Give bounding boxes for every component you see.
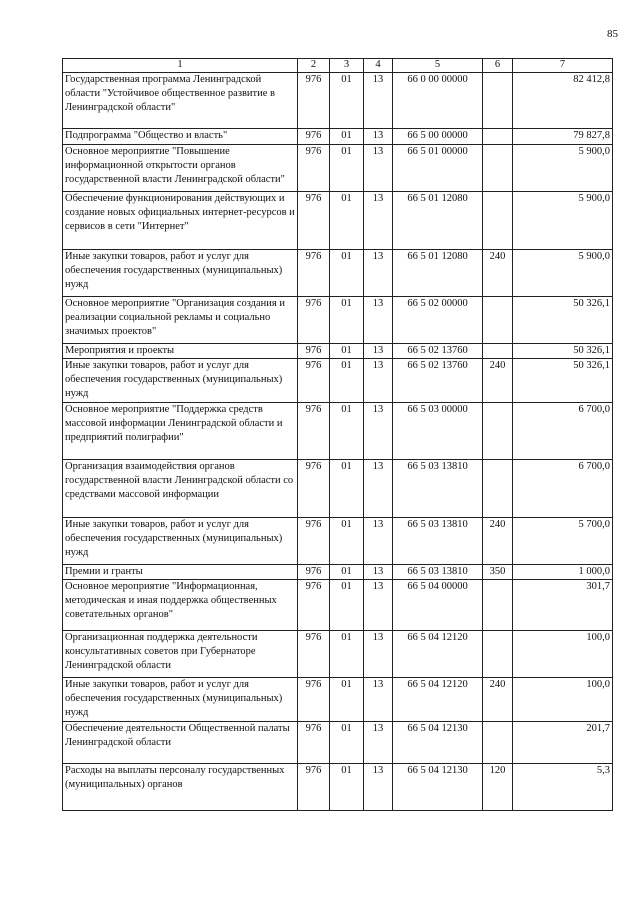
- row-expense-type: 350: [483, 565, 513, 580]
- row-target-code: 66 5 04 12130: [393, 722, 483, 764]
- row-target-code: 66 5 00 00000: [393, 129, 483, 145]
- row-expense-type: [483, 403, 513, 460]
- row-expense-type: 240: [483, 250, 513, 297]
- row-amount: 301,7: [513, 580, 613, 631]
- table-row: [63, 764, 613, 811]
- row-admin-code: 976: [298, 73, 330, 129]
- row-expense-type: [483, 460, 513, 518]
- row-amount: 5 900,0: [513, 192, 613, 250]
- row-expense-type: [483, 192, 513, 250]
- row-target-code: 66 5 02 13760: [393, 344, 483, 359]
- header-col-5: 5: [393, 59, 483, 73]
- row-admin-code: 976: [298, 129, 330, 145]
- row-name: Основное мероприятие "Информационная, методическая и иная поддержка общественных советательных органов": [63, 580, 298, 631]
- row-target-code: 66 0 00 00000: [393, 73, 483, 129]
- row-admin-code: 976: [298, 359, 330, 403]
- row-admin-code: 976: [298, 580, 330, 631]
- row-name: Организация взаимодействия органов государственной власти Ленинградской области со средствами массовой информации: [63, 460, 298, 518]
- row-name: Обеспечение деятельности Общественной палаты Ленинградской области: [63, 722, 298, 764]
- table-row: [63, 297, 613, 344]
- row-expense-type: 120: [483, 764, 513, 811]
- row-name: Иные закупки товаров, работ и услуг для обеспечения государственных (муниципальных) нужд: [63, 518, 298, 565]
- row-section: 01: [330, 344, 364, 359]
- row-amount: 5 700,0: [513, 518, 613, 565]
- row-admin-code: 976: [298, 518, 330, 565]
- row-name: Государственная программа Ленинградской области "Устойчивое общественное развитие в Ленинградской области": [63, 73, 298, 129]
- row-section: 01: [330, 722, 364, 764]
- table-row: [63, 565, 613, 580]
- table-row: [63, 722, 613, 764]
- row-amount: 5 900,0: [513, 250, 613, 297]
- row-name: Расходы на выплаты персоналу государственных (муниципальных) органов: [63, 764, 298, 811]
- row-section: 01: [330, 764, 364, 811]
- row-section: 01: [330, 250, 364, 297]
- row-section: 01: [330, 631, 364, 678]
- row-target-code: 66 5 04 12120: [393, 678, 483, 722]
- row-admin-code: 976: [298, 250, 330, 297]
- row-section: 01: [330, 129, 364, 145]
- row-section: 01: [330, 565, 364, 580]
- row-expense-type: [483, 344, 513, 359]
- row-amount: 5,3: [513, 764, 613, 811]
- table-row: [63, 460, 613, 518]
- row-amount: 79 827,8: [513, 129, 613, 145]
- table-row: [63, 73, 613, 129]
- row-expense-type: [483, 73, 513, 129]
- table-row: [63, 518, 613, 565]
- row-expense-type: 240: [483, 518, 513, 565]
- header-col-4: 4: [364, 59, 393, 73]
- row-section: 01: [330, 678, 364, 722]
- row-target-code: 66 5 04 12120: [393, 631, 483, 678]
- row-admin-code: 976: [298, 565, 330, 580]
- row-name: Организационная поддержка деятельности консультативных советов при Губернаторе Ленинградской области: [63, 631, 298, 678]
- row-expense-type: 240: [483, 678, 513, 722]
- row-target-code: 66 5 02 13760: [393, 359, 483, 403]
- row-name: Иные закупки товаров, работ и услуг для обеспечения государственных (муниципальных) нужд: [63, 678, 298, 722]
- row-name: Основное мероприятие "Организация создания и реализации социальной рекламы и социально значимых проектов": [63, 297, 298, 344]
- row-section: 01: [330, 580, 364, 631]
- row-amount: 100,0: [513, 678, 613, 722]
- row-target-code: 66 5 03 13810: [393, 565, 483, 580]
- row-subsection: 13: [364, 192, 393, 250]
- table-row: [63, 192, 613, 250]
- row-amount: 82 412,8: [513, 73, 613, 129]
- row-name: Мероприятия и проекты: [63, 344, 298, 359]
- row-section: 01: [330, 192, 364, 250]
- row-section: 01: [330, 518, 364, 565]
- row-subsection: 13: [364, 73, 393, 129]
- row-amount: 50 326,1: [513, 297, 613, 344]
- row-admin-code: 976: [298, 460, 330, 518]
- row-name: Обеспечение функционирования действующих и создание новых официальных интернет-ресурсов и сервисов в сети "Интернет": [63, 192, 298, 250]
- row-subsection: 13: [364, 403, 393, 460]
- row-target-code: 66 5 01 00000: [393, 145, 483, 192]
- row-amount: 50 326,1: [513, 359, 613, 403]
- row-target-code: 66 5 01 12080: [393, 192, 483, 250]
- header-col-3: 3: [330, 59, 364, 73]
- header-col-2: 2: [298, 59, 330, 73]
- row-admin-code: 976: [298, 145, 330, 192]
- row-subsection: 13: [364, 250, 393, 297]
- row-amount: 1 000,0: [513, 565, 613, 580]
- row-admin-code: 976: [298, 192, 330, 250]
- row-subsection: 13: [364, 359, 393, 403]
- row-subsection: 13: [364, 518, 393, 565]
- row-admin-code: 976: [298, 678, 330, 722]
- table-row: [63, 359, 613, 403]
- row-subsection: 13: [364, 145, 393, 192]
- row-name: Иные закупки товаров, работ и услуг для обеспечения государственных (муниципальных) нужд: [63, 359, 298, 403]
- row-amount: 201,7: [513, 722, 613, 764]
- row-subsection: 13: [364, 631, 393, 678]
- table-header: [63, 59, 613, 73]
- row-subsection: 13: [364, 764, 393, 811]
- row-name: Подпрограмма "Общество и власть": [63, 129, 298, 145]
- row-name: Основное мероприятие "Поддержка средств массовой информации Ленинградской области и предприятий полиграфии": [63, 403, 298, 460]
- row-admin-code: 976: [298, 297, 330, 344]
- table-row: [63, 344, 613, 359]
- row-amount: 6 700,0: [513, 460, 613, 518]
- row-admin-code: 976: [298, 722, 330, 764]
- row-section: 01: [330, 73, 364, 129]
- row-section: 01: [330, 359, 364, 403]
- row-target-code: 66 5 02 00000: [393, 297, 483, 344]
- row-name: Премии и гранты: [63, 565, 298, 580]
- row-expense-type: 240: [483, 359, 513, 403]
- table-body: [63, 73, 613, 811]
- table-row: [63, 631, 613, 678]
- row-admin-code: 976: [298, 403, 330, 460]
- table-row: [63, 250, 613, 297]
- budget-table: [62, 58, 613, 811]
- row-amount: 6 700,0: [513, 403, 613, 460]
- row-target-code: 66 5 04 00000: [393, 580, 483, 631]
- row-name: Иные закупки товаров, работ и услуг для обеспечения государственных (муниципальных) нужд: [63, 250, 298, 297]
- row-expense-type: [483, 580, 513, 631]
- row-target-code: 66 5 03 00000: [393, 403, 483, 460]
- header-col-1: 1: [63, 59, 298, 73]
- row-section: 01: [330, 145, 364, 192]
- header-col-6: 6: [483, 59, 513, 73]
- row-expense-type: [483, 722, 513, 764]
- page-number: 85: [607, 28, 618, 40]
- row-subsection: 13: [364, 129, 393, 145]
- row-admin-code: 976: [298, 344, 330, 359]
- row-target-code: 66 5 01 12080: [393, 250, 483, 297]
- row-target-code: 66 5 03 13810: [393, 518, 483, 565]
- table-row: [63, 678, 613, 722]
- row-name: Основное мероприятие "Повышение информационной открытости органов государственной власти Ленинградской области": [63, 145, 298, 192]
- row-subsection: 13: [364, 565, 393, 580]
- row-target-code: 66 5 03 13810: [393, 460, 483, 518]
- row-subsection: 13: [364, 722, 393, 764]
- row-expense-type: [483, 129, 513, 145]
- row-expense-type: [483, 297, 513, 344]
- table-row: [63, 129, 613, 145]
- row-admin-code: 976: [298, 764, 330, 811]
- table-row: [63, 145, 613, 192]
- row-expense-type: [483, 145, 513, 192]
- table-row: [63, 580, 613, 631]
- row-subsection: 13: [364, 580, 393, 631]
- row-subsection: 13: [364, 344, 393, 359]
- row-amount: 5 900,0: [513, 145, 613, 192]
- header-row: [63, 59, 613, 73]
- row-subsection: 13: [364, 460, 393, 518]
- row-subsection: 13: [364, 297, 393, 344]
- table-row: [63, 403, 613, 460]
- row-target-code: 66 5 04 12130: [393, 764, 483, 811]
- row-section: 01: [330, 403, 364, 460]
- header-col-7: 7: [513, 59, 613, 73]
- row-section: 01: [330, 460, 364, 518]
- row-subsection: 13: [364, 678, 393, 722]
- row-expense-type: [483, 631, 513, 678]
- row-section: 01: [330, 297, 364, 344]
- row-amount: 50 326,1: [513, 344, 613, 359]
- row-amount: 100,0: [513, 631, 613, 678]
- row-admin-code: 976: [298, 631, 330, 678]
